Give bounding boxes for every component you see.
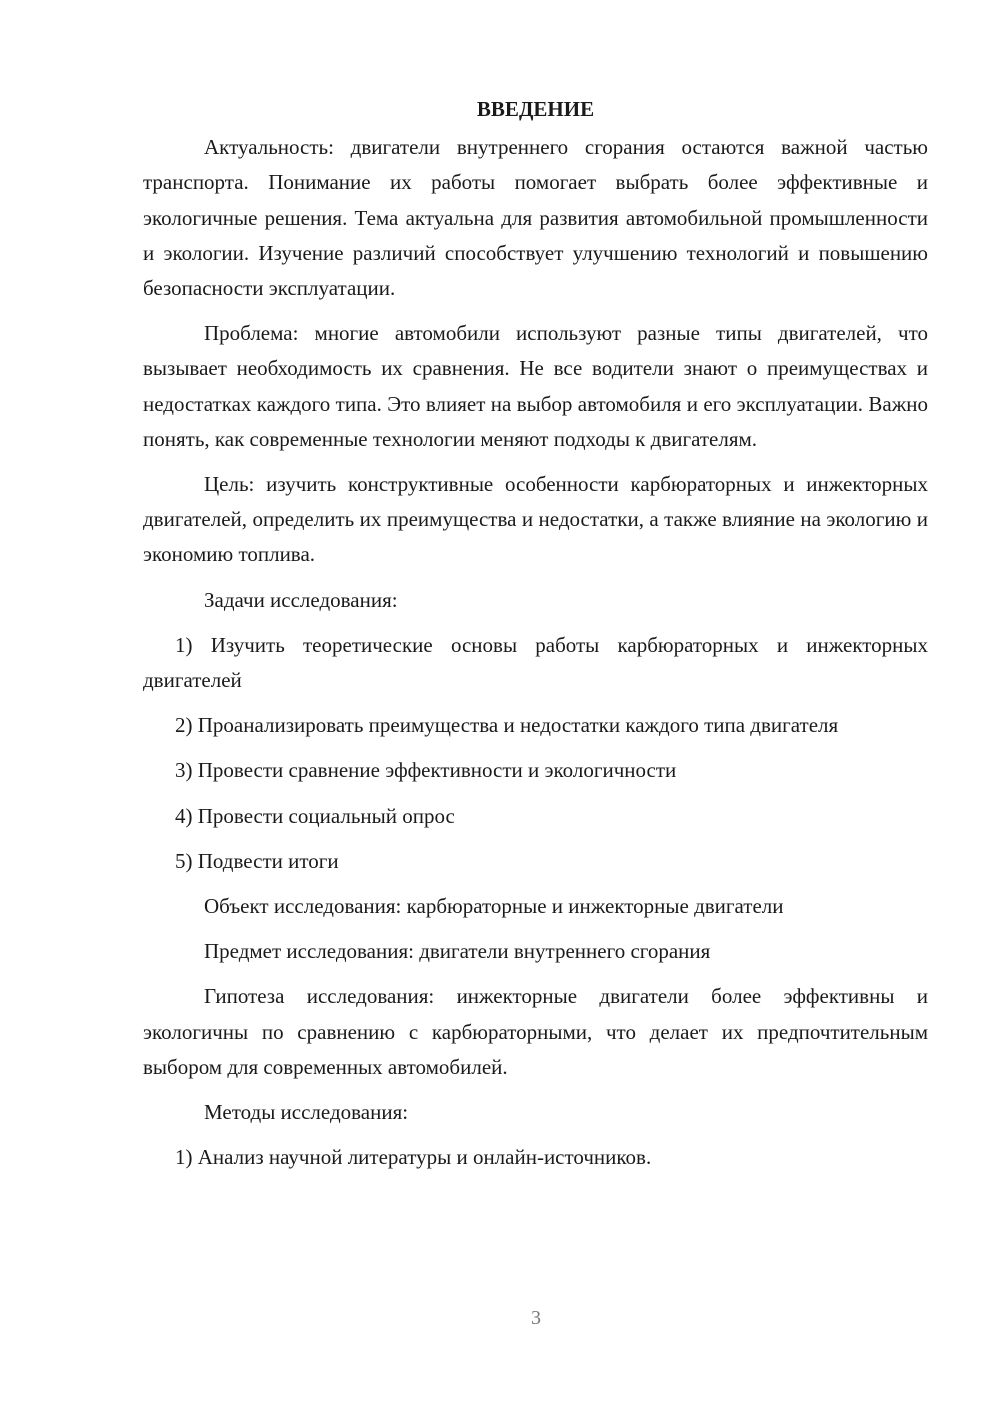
task-item-5: 5) Подвести итоги — [175, 848, 339, 873]
paragraph-hypothesis: Гипотеза исследования: инжекторные двигатели более эффективны и экологичны по сравнению с карбюраторными, что делает их предпочтительным выбором для современных автомобилей. — [143, 984, 928, 1079]
page-title: ВВЕДЕНИЕ — [476, 97, 595, 121]
task-item-3: 3) Провести сравнение эффективности и экологичности — [175, 758, 677, 783]
paragraph-problem: Проблема: многие автомобили используют разные типы двигателей, что вызывает необходимость их сравнения. Не все водители знают о преимуществах и недостатках каждого типа. Это влияет на выбор автомобиля и его эксплуатации. Важно понять, как современные технологии меняют подходы к двигателям. — [143, 321, 928, 451]
paragraph-subject: Предмет исследования: двигатели внутреннего сгорания — [204, 939, 711, 964]
document-page — [143, 92, 928, 1185]
paragraph-object: Объект исследования: карбюраторные и инжекторные двигатели — [204, 894, 784, 919]
methods-heading: Методы исследования: — [204, 1100, 409, 1125]
paragraph-relevance: Актуальность: двигатели внутреннего сгорания остаются важной частью транспорта. Понимание их работы помогает выбрать более эффективные и экологичные решения. Тема актуальна для развития автомобильной промышленности и экологии. Изучение различий способствует улучшению технологий и повышению безопасности эксплуатации. — [143, 135, 928, 301]
method-item-1: 1) Анализ научной литературы и онлайн-источников. — [175, 1145, 652, 1170]
paragraph-goal: Цель: изучить конструктивные особенности карбюраторных и инжекторных двигателей, определить их преимущества и недостатки, а также влияние на экологию и экономию топлива. — [143, 472, 928, 567]
page-number: 3 — [531, 1307, 541, 1329]
task-item-2: 2) Проанализировать преимущества и недостатки каждого типа двигателя — [175, 713, 839, 738]
task-item-4: 4) Провести социальный опрос — [175, 803, 455, 828]
tasks-heading: Задачи исследования: — [204, 587, 398, 612]
task-item-1: 1) Изучить теоретические основы работы карбюраторных и инжекторных двигателей — [143, 632, 928, 693]
